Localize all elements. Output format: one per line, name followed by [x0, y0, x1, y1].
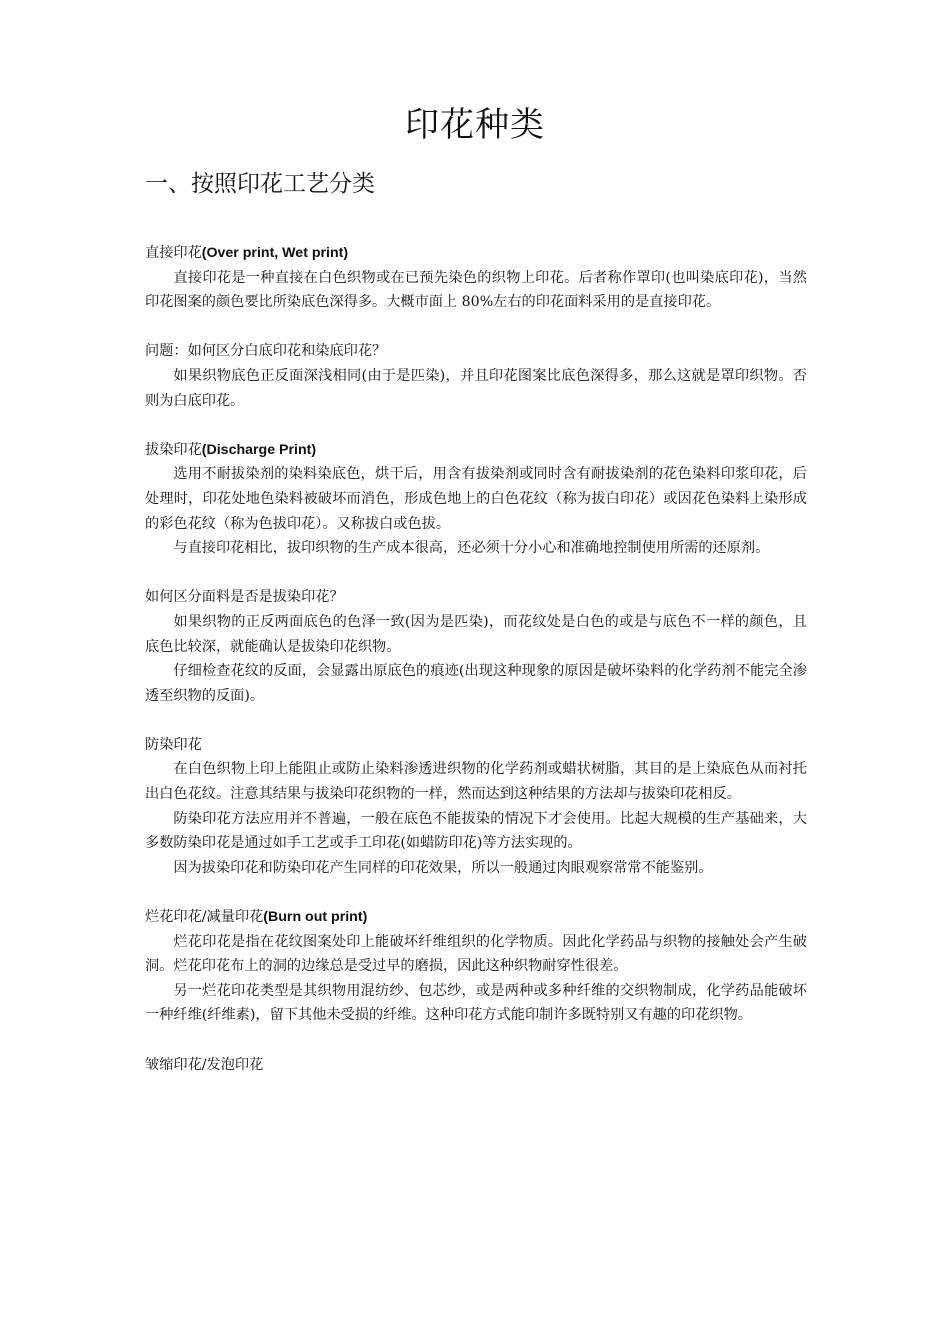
paragraph: 因为拔染印花和防染印花产生同样的印花效果，所以一般通过肉眼观察常常不能鉴别。: [173, 859, 713, 876]
subheading-english: (Burn out print): [263, 909, 368, 926]
subheading-english: (Discharge Print): [201, 441, 317, 458]
content-block: [145, 241, 807, 315]
subheading-text: 直接印花: [145, 245, 202, 261]
section-heading: 一、按照印花工艺分类: [145, 171, 375, 197]
subheading-text: 防染印花: [145, 736, 202, 753]
page-title: 印花种类: [405, 105, 545, 145]
paragraph: 如果织物底色正反面深浅相同(由于是匹染)，并且印花图案比底色深得多，那么这就是罩印织物。否则为白底印花。: [145, 367, 807, 409]
subheading: [145, 438, 807, 463]
block-spacer: [145, 880, 807, 905]
subheading: [145, 1053, 807, 1078]
subheading-text: 皱缩印花/发泡印花: [145, 1056, 264, 1073]
subheading-english: (Over print, Wet print): [201, 245, 349, 261]
paragraph: 在白色织物上印上能阻止或防止染料渗透进织物的化学药剂或蜡状树脂，其目的是上染底色从而衬托出白色花纹。注意其结果与拔染印花织物的一样，然而达到这种结果的方法却与拔染印花相反。: [145, 761, 807, 803]
subheading: [145, 339, 807, 364]
content-block: [145, 585, 807, 708]
subheading: [145, 905, 807, 930]
paragraph: 直接印花是一种直接在白色织物或在已预先染色的织物上印花。后者称作罩印(也叫染底印花)，当然印花图案的颜色要比所染底色深得多。大概市面上 80%左右的印花面料采用的是直接印花。: [145, 269, 807, 311]
block-spacer: [145, 708, 807, 733]
paragraph: 烂花印花是指在花纹图案处印上能破坏纤维组织的化学物质。因此化学药品与织物的接触处会产生破洞。烂花印花布上的洞的边缘总是受过早的磨损，因此这种织物耐穿性很差。: [145, 933, 807, 975]
subheading: [145, 733, 807, 758]
paragraph: 如果织物的正反两面底色的色泽一致(因为是匹染)，而花纹处是白色的或是与底色不一样的颜色，且底色比较深，就能确认是拔染印花织物。: [145, 613, 807, 655]
block-spacer: [145, 1028, 807, 1053]
subheading-text: 如何区分面料是否是拔染印花？: [145, 589, 344, 606]
block-spacer: [145, 561, 807, 586]
paragraph: 防染印花方法应用并不普遍，一般在底色不能拔染的情况下才会使用。比起大规模的生产基础来，大多数防染印花是通过如手工艺或手工印花(如蜡防印花)等方法实现的。: [145, 810, 807, 852]
subheading-text: 烂花印花/减量印花: [145, 909, 264, 926]
block-spacer: [145, 315, 807, 340]
content-block: [145, 438, 807, 561]
paragraph: 与直接印花相比，拔印织物的生产成本很高，还必须十分小心和准确地控制使用所需的还原剂。: [173, 540, 770, 557]
paragraph: 仔细检查花纹的反面，会显露出原底色的痕迹(出现这种现象的原因是破坏染料的化学药剂不能完全渗透至织物的反面)。: [145, 663, 807, 704]
subheading: [145, 241, 807, 266]
block-spacer: [145, 413, 807, 438]
content-block: [145, 733, 807, 881]
subheading-text: 拔染印花: [145, 441, 202, 458]
paragraph: 选用不耐拔染剂的染料染底色，烘干后，用含有拔染剂或同时含有耐拔染剂的花色染料印浆印花，后处理时，印花处地色染料被破坏而消色，形成色地上的白色花纹（称为拔白印花）或因花色染料上染形成的彩色花纹（称为色拔印花）。又称拔白或色拔。: [145, 466, 807, 532]
subheading-text: 问题：如何区分白底印花和染底印花？: [145, 343, 387, 360]
subheading: [145, 585, 807, 610]
content-block: [145, 905, 807, 1028]
document-body: [145, 241, 807, 1077]
content-block: [145, 1053, 807, 1078]
content-block: [145, 339, 807, 413]
paragraph: 另一烂花印花类型是其织物用混纺纱、包芯纱，或是两种或多种纤维的交织物制成，化学药品能破坏一种纤维(纤维素)，留下其他未受损的纤维。这种印花方式能印制许多既特别又有趣的印花织物。: [145, 982, 807, 1024]
